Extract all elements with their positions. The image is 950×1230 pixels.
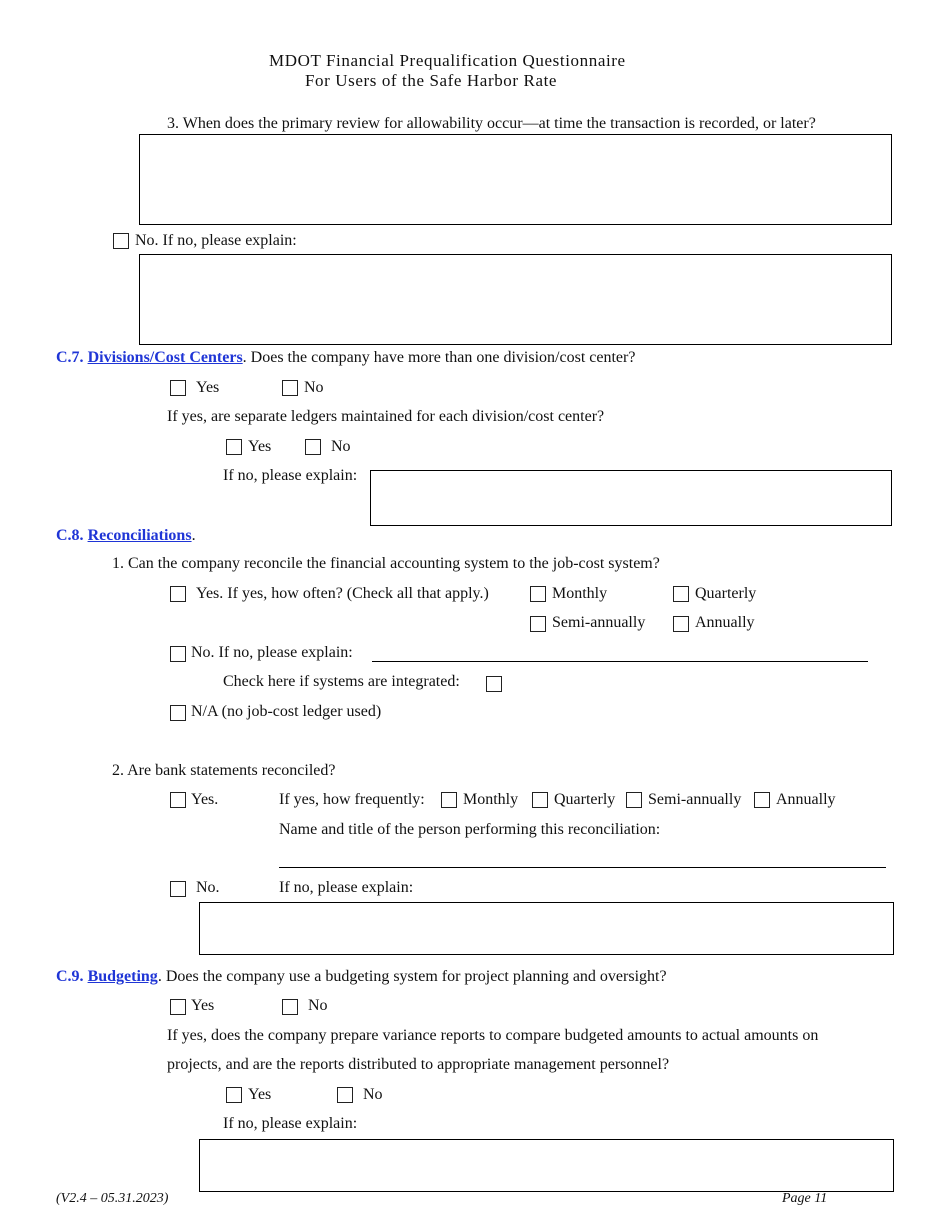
c9-sub-no-checkbox[interactable] — [337, 1087, 353, 1103]
c8-q2-name-line[interactable] — [279, 867, 886, 868]
c7-sub-yes-label: Yes — [248, 438, 272, 455]
c9-no-label: No — [308, 997, 328, 1014]
c8-heading — [56, 526, 196, 546]
c8-q1-annually-label: Annually — [695, 614, 755, 631]
c8-q2-monthly-label: Monthly — [463, 791, 519, 808]
c8-q1-no-checkbox[interactable] — [170, 646, 186, 662]
c7-explain-box[interactable] — [370, 470, 892, 526]
footer-page-number: Page 11 — [782, 1191, 828, 1206]
c8-q2-no-checkbox[interactable] — [170, 881, 186, 897]
c9-explain-label: If no, please explain: — [223, 1115, 358, 1132]
c8-q1-monthly-checkbox[interactable] — [530, 586, 546, 602]
c7-sub-question: If yes, are separate ledgers maintained for each division/cost center? — [167, 408, 605, 425]
c8-q2-annually-label: Annually — [776, 791, 836, 808]
c9-sub-question-line-2: projects, and are the reports distributed to appropriate management personnel? — [167, 1056, 670, 1073]
c8-q1-quarterly-checkbox[interactable] — [673, 586, 689, 602]
c8-period: . — [191, 527, 196, 544]
c9-sub-no-label: No — [363, 1086, 383, 1103]
c9-explain-box[interactable] — [199, 1139, 894, 1192]
c6-no-explain-box[interactable] — [139, 254, 892, 345]
c7-number: C.7. — [56, 349, 84, 366]
c8-integrated-label: Check here if systems are integrated: — [223, 673, 460, 690]
c7-no-label: No — [304, 379, 324, 396]
c8-na-label: N/A (no job-cost ledger used) — [191, 703, 382, 720]
c7-sub-no-checkbox[interactable] — [305, 439, 321, 455]
c8-q2-monthly-checkbox[interactable] — [441, 792, 457, 808]
c8-number: C.8. — [56, 527, 84, 544]
c8-q2-semiannually-checkbox[interactable] — [626, 792, 642, 808]
c8-question-1: 1. Can the company reconcile the financial accounting system to the job-cost system? — [112, 555, 660, 572]
c8-q2-yes-checkbox[interactable] — [170, 792, 186, 808]
c6-question-3: 3. When does the primary review for allowability occur—at time the transaction is recorded, or later? — [167, 115, 816, 132]
c8-q2-annually-checkbox[interactable] — [754, 792, 770, 808]
c7-question: . Does the company have more than one division/cost center? — [242, 349, 636, 366]
header-subtitle: For Users of the Safe Harbor Rate — [305, 71, 558, 90]
c8-q1-no-label: No. If no, please explain: — [191, 644, 353, 661]
c8-na-checkbox[interactable] — [170, 705, 186, 721]
c8-q2-no-label: No. — [196, 879, 220, 896]
c8-q2-explain-box[interactable] — [199, 902, 894, 955]
c9-yes-checkbox[interactable] — [170, 999, 186, 1015]
c6-q3-answer-box[interactable] — [139, 134, 892, 225]
c9-number: C.9. — [56, 968, 84, 985]
c8-q2-quarterly-label: Quarterly — [554, 791, 616, 808]
c8-q2-quarterly-checkbox[interactable] — [532, 792, 548, 808]
c7-explain-label: If no, please explain: — [223, 467, 358, 484]
c9-no-checkbox[interactable] — [282, 999, 298, 1015]
c8-q1-semiannually-label: Semi-annually — [552, 614, 646, 631]
c9-heading — [56, 967, 667, 987]
footer-version: (V2.4 – 05.31.2023) — [56, 1191, 169, 1206]
c9-sub-yes-checkbox[interactable] — [226, 1087, 242, 1103]
c8-q2-frequency-label: If yes, how frequently: — [279, 791, 425, 808]
c7-sub-no-label: No — [331, 438, 351, 455]
c9-yes-label: Yes — [191, 997, 215, 1014]
c7-no-checkbox[interactable] — [282, 380, 298, 396]
c8-q1-no-explain-line[interactable] — [372, 661, 868, 662]
c7-yes-label: Yes — [196, 379, 220, 396]
c8-title-link[interactable]: Reconciliations — [87, 527, 192, 544]
c6-no-label: No. If no, please explain: — [135, 232, 297, 249]
c8-q2-explain-label: If no, please explain: — [279, 879, 414, 896]
header-title: MDOT Financial Prequalification Questionnaire — [269, 51, 626, 70]
c8-q2-name-label: Name and title of the person performing this reconciliation: — [279, 821, 661, 838]
c9-sub-question-line-1: If yes, does the company prepare variance reports to compare budgeted amounts to actual amounts on — [167, 1027, 819, 1044]
c7-title-link[interactable]: Divisions/Cost Centers — [87, 349, 243, 366]
c7-yes-checkbox[interactable] — [170, 380, 186, 396]
c8-q2-yes-label: Yes. — [191, 791, 219, 808]
c9-sub-yes-label: Yes — [248, 1086, 272, 1103]
c6-no-checkbox[interactable] — [113, 233, 129, 249]
c8-q1-semiannually-checkbox[interactable] — [530, 616, 546, 632]
c8-q1-annually-checkbox[interactable] — [673, 616, 689, 632]
c8-integrated-checkbox[interactable] — [486, 676, 502, 692]
c8-question-2: 2. Are bank statements reconciled? — [112, 762, 336, 779]
c7-heading — [56, 348, 635, 368]
c8-q2-semiannually-label: Semi-annually — [648, 791, 742, 808]
c8-q1-yes-label: Yes. If yes, how often? (Check all that apply.) — [196, 585, 489, 602]
c8-q1-yes-checkbox[interactable] — [170, 586, 186, 602]
c9-title-link[interactable]: Budgeting — [87, 968, 158, 985]
c8-q1-monthly-label: Monthly — [552, 585, 608, 602]
c8-q1-quarterly-label: Quarterly — [695, 585, 757, 602]
c9-question: . Does the company use a budgeting system for project planning and oversight? — [157, 968, 667, 985]
c7-sub-yes-checkbox[interactable] — [226, 439, 242, 455]
